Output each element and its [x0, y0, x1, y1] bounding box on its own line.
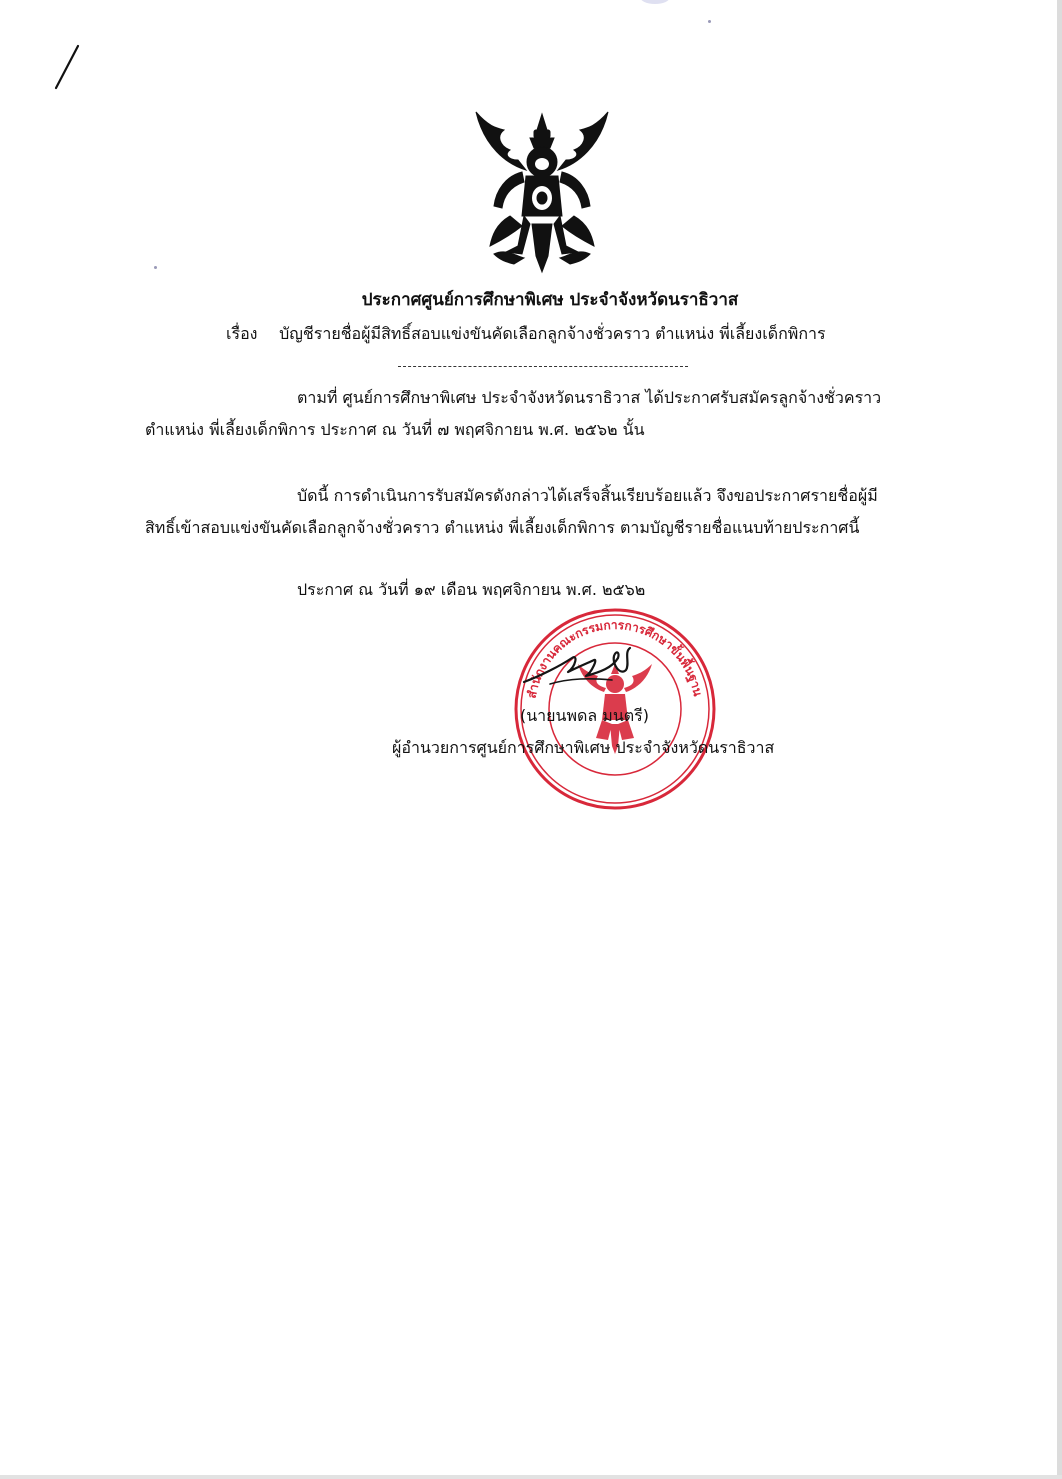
announcement-date: ประกาศ ณ วันที่ ๑๙ เดือน พฤศจิกายน พ.ศ. ๒๕๖๒	[297, 580, 646, 599]
paragraph-2-line-1: บัดนี้ การดำเนินการรับสมัครดังกล่าวได้เสร็จสิ้นเรียบร้อยแล้ว จึงขอประกาศรายชื่อผู้มี	[297, 486, 878, 505]
paragraph-2-line-2: สิทธิ์เข้าสอบแข่งขันคัดเลือกลูกจ้างชั่วคราว ตำแหน่ง พี่เลี้ยงเด็กพิการ ตามบัญชีรายชื่อแนบท้ายประกาศนี้	[145, 518, 860, 537]
scan-speck	[154, 266, 157, 269]
announcement-title: ประกาศศูนย์การศึกษาพิเศษ ประจำจังหวัดนราธิวาส	[361, 290, 739, 310]
subject-label: เรื่อง	[226, 324, 258, 343]
paragraph-1-line-2: ตำแหน่ง พี่เลี้ยงเด็กพิการ ประกาศ ณ วันที่ ๗ พฤศจิกายน พ.ศ. ๒๕๖๒ นั้น	[145, 420, 645, 439]
slash-mark-icon	[52, 44, 82, 90]
scan-edge-right	[1057, 0, 1062, 1479]
stamp-text: สำนักงานคณะกรรมการการศึกษาขั้นพื้นฐาน	[524, 617, 705, 700]
subject-line	[226, 322, 826, 346]
scan-speck	[708, 20, 711, 23]
paragraph-1-line-1: ตามที่ ศูนย์การศึกษาพิเศษ ประจำจังหวัดนราธิวาส ได้ประกาศรับสมัครลูกจ้างชั่วคราว	[297, 388, 882, 407]
signer-position: ผู้อำนวยการศูนย์การศึกษาพิเศษ ประจำจังหวัดนราธิวาส	[392, 738, 775, 757]
signer-name: (นายนพดล มนตรี)	[520, 706, 650, 725]
scan-edge-bottom	[0, 1475, 1062, 1479]
paragraph-2	[145, 480, 923, 544]
scan-smudge	[640, 0, 670, 4]
handwritten-signature	[520, 636, 650, 696]
title-divider	[398, 366, 688, 367]
garuda-emblem-icon	[466, 106, 618, 276]
paragraph-1	[145, 382, 923, 446]
subject-text: บัญชีรายชื่อผู้มีสิทธิ์สอบแข่งขันคัดเลือกลูกจ้างชั่วคราว ตำแหน่ง พี่เลี้ยงเด็กพิการ	[279, 324, 826, 343]
